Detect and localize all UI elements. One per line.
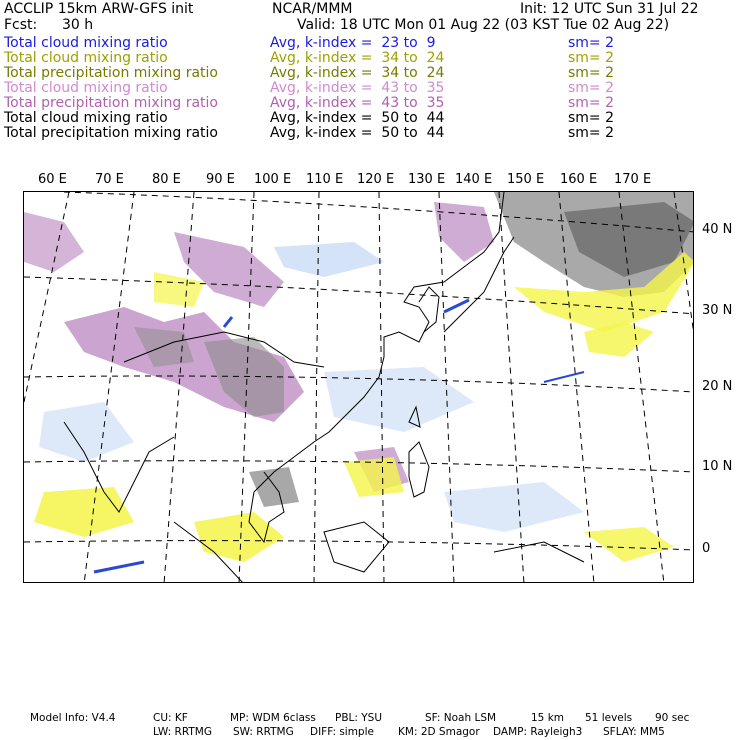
lat-label: 30 N <box>702 303 733 318</box>
legend-sm: sm= 2 <box>568 95 615 111</box>
lat-label: 40 N <box>702 222 733 237</box>
footer-model-info: Model Info: V4.4 <box>30 712 116 724</box>
purple-precip-area <box>434 202 494 262</box>
legend-field: Total precipitation mixing ratio <box>4 95 218 111</box>
yellow-cloud-area <box>154 272 204 307</box>
lon-label: 140 E <box>455 172 493 187</box>
light-blue-cloud-area <box>39 402 134 462</box>
legend-field: Total cloud mixing ratio <box>4 80 168 96</box>
footer-sf: SF: Noah LSM <box>425 712 497 724</box>
yellow-cloud-area <box>344 457 404 497</box>
legend-sm: sm= 2 <box>568 110 615 126</box>
legend-avg: Avg, k-index = 34 to 24 <box>270 65 445 81</box>
yellow-cloud-area <box>194 512 284 562</box>
blue-cloud-streak <box>224 317 232 327</box>
legend-sm: sm= 2 <box>568 50 615 66</box>
footer-sflay: SFLAY: MM5 <box>603 726 665 738</box>
lon-label: 80 E <box>152 172 181 187</box>
purple-precip-area <box>24 212 84 272</box>
lon-label: 110 E <box>306 172 344 187</box>
legend-field: Total cloud mixing ratio <box>4 35 168 51</box>
lon-label: 70 E <box>95 172 124 187</box>
footer-dt: 90 sec <box>655 712 690 724</box>
map-svg <box>24 192 694 583</box>
lon-label: 160 E <box>560 172 598 187</box>
lat-label: 20 N <box>702 379 733 394</box>
map-panel <box>23 191 694 583</box>
coastline-borneo <box>324 522 389 572</box>
lat-label: 0 <box>702 541 711 556</box>
legend-sm: sm= 2 <box>568 35 615 51</box>
field-shading <box>24 192 694 572</box>
legend-sm: sm= 2 <box>568 65 615 81</box>
gray-cloud-area <box>249 467 299 507</box>
legend-sm: sm= 2 <box>568 125 615 141</box>
legend-field: Total precipitation mixing ratio <box>4 65 218 81</box>
lon-label: 130 E <box>408 172 446 187</box>
light-blue-cloud-area <box>274 242 384 277</box>
legend-sm: sm= 2 <box>568 80 615 96</box>
lon-label: 170 E <box>614 172 652 187</box>
legend-field: Total cloud mixing ratio <box>4 110 168 126</box>
footer-sw: SW: RRTMG <box>233 726 294 738</box>
init-time: Init: 12 UTC Sun 31 Jul 22 <box>520 1 699 17</box>
light-blue-cloud-area <box>444 482 584 532</box>
light-blue-cloud-area <box>324 367 474 432</box>
legend-avg: Avg, k-index = 23 to 9 <box>270 35 436 51</box>
coastline-korea <box>419 287 439 332</box>
coastline-newguinea <box>494 542 584 562</box>
footer-diff: DIFF: simple <box>310 726 374 738</box>
lon-label: 90 E <box>206 172 235 187</box>
legend-avg: Avg, k-index = 50 to 44 <box>270 125 445 141</box>
legend-avg: Avg, k-index = 34 to 24 <box>270 50 445 66</box>
footer-km: KM: 2D Smagor <box>398 726 480 738</box>
lon-label: 120 E <box>357 172 395 187</box>
footer-res: 15 km <box>531 712 565 724</box>
footer-levels: 51 levels <box>585 712 633 724</box>
lon-label: 100 E <box>254 172 292 187</box>
footer-damp: DAMP: Rayleigh3 <box>493 726 583 738</box>
lat-line-0 <box>24 541 694 550</box>
lon-label: 150 E <box>507 172 545 187</box>
lon-label: 60 E <box>38 172 67 187</box>
coastline-philippines <box>409 442 429 497</box>
fcst-label: Fcst: <box>4 17 38 33</box>
legend-avg: Avg, k-index = 43 to 35 <box>270 80 445 96</box>
fcst-value: 30 h <box>62 17 94 33</box>
org-label: NCAR/MMM <box>272 1 353 17</box>
footer-pbl: PBL: YSU <box>335 712 383 724</box>
footer-lw: LW: RRTMG <box>153 726 212 738</box>
lat-label: 10 N <box>702 459 733 474</box>
footer-mp: MP: WDM 6class <box>230 712 316 724</box>
blue-cloud-streak <box>544 372 584 382</box>
legend-field: Total precipitation mixing ratio <box>4 125 218 141</box>
footer-cu: CU: KF <box>153 712 188 724</box>
blue-cloud-streak <box>94 562 144 572</box>
legend-avg: Avg, k-index = 50 to 44 <box>270 110 445 126</box>
legend-field: Total cloud mixing ratio <box>4 50 168 66</box>
model-title: ACCLIP 15km ARW-GFS init <box>4 1 194 17</box>
valid-time: Valid: 18 UTC Mon 01 Aug 22 (03 KST Tue 02 Aug 22) <box>297 17 670 33</box>
legend-avg: Avg, k-index = 43 to 35 <box>270 95 445 111</box>
